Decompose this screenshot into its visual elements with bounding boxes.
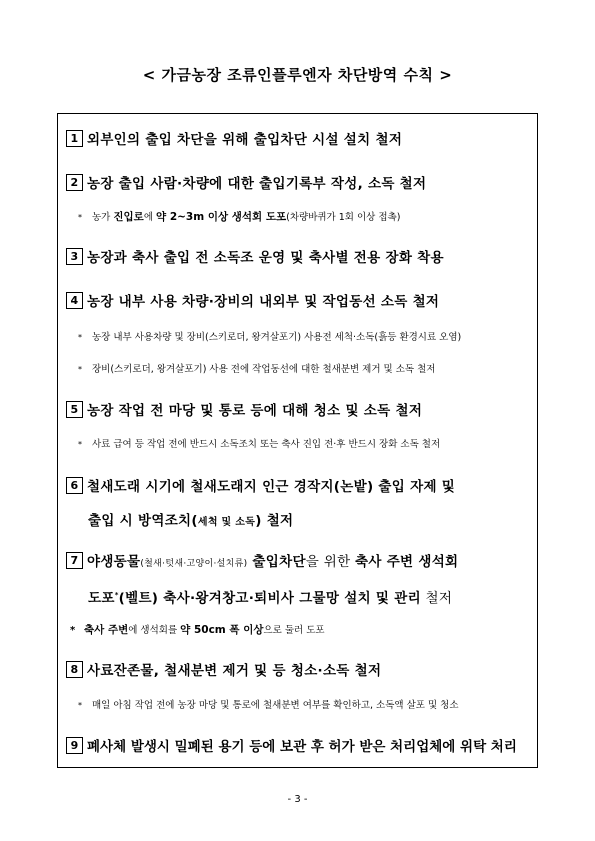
note-item-2: * 농가 진입로에 약 2~3m 이상 생석회 도포(차량바퀴가 1회 이상 접촉) [78, 211, 401, 223]
item-text: 외부인의 출입 차단을 위해 출입차단 시설 설치 철저 [87, 132, 403, 148]
item-text: 농장 출입 사람·차량에 대한 출입기록부 작성, 소독 철저 [87, 176, 427, 192]
note-item-4b: * 장비(스키로더, 왕겨살포기) 사용 전에 작업동선에 대한 철새분변 제거 및 소독 철저 [78, 364, 436, 375]
item-number: 3 [66, 248, 83, 265]
note-mark: * [78, 365, 82, 374]
item-text: 폐사체 발생시 밀폐된 용기 등에 보관 후 허가 받은 처리업체에 위탁 처리 [87, 739, 517, 755]
item-number: 2 [66, 174, 83, 191]
item-number: 1 [66, 130, 83, 147]
item-text: 농장과 축사 출입 전 소독조 운영 및 축사별 전용 장화 착용 [87, 250, 444, 266]
item-number: 8 [66, 661, 83, 678]
item-number: 9 [66, 737, 83, 754]
guidelines-box [57, 113, 538, 768]
note-mark: * [70, 625, 76, 636]
guideline-item-3 [66, 247, 531, 269]
note-item-5: * 사료 급여 등 작업 전에 반드시 소독조치 또는 축사 진입 전·후 반드시 장화 소독 철저 [78, 439, 441, 450]
page-number: - 3 - [287, 794, 308, 805]
note-mark: * [78, 213, 82, 222]
guideline-item-1 [66, 129, 531, 151]
item-number: 5 [66, 401, 83, 418]
note-mark: * [78, 701, 82, 710]
guideline-item-4 [66, 291, 531, 313]
note-item-4a: * 농장 내부 사용차량 및 장비(스키로더, 왕겨살포기) 사용전 세척·소독(흙등 환경시료 오염) [78, 332, 462, 343]
guideline-item-5 [66, 400, 531, 422]
guideline-item-6-cont: 출입 시 방역조치(세척 및 소독) 철저 [88, 513, 294, 529]
document-title: < 가금농장 조류인플루엔자 차단방역 수칙 > [142, 66, 453, 84]
note-item-8: * 매일 아침 작업 전에 농장 마당 및 통로에 철새분변 여부를 확인하고, 소독액 살포 및 청소 [78, 700, 459, 711]
item-number: 7 [66, 552, 83, 569]
note-mark: * [78, 440, 82, 449]
guideline-item-7: 7 야생동물(철새·텃새·고양이·설치류) 출입차단을 위한 축사 주변 생석회 [66, 551, 531, 575]
note-mark: * [78, 333, 82, 342]
item-text: 농장 내부 사용 차량·장비의 내외부 및 작업동선 소독 철저 [87, 294, 440, 310]
item-number: 6 [66, 477, 83, 494]
guideline-item-7-cont: 도포*(벨트) 축사·왕겨창고·퇴비사 그물망 설치 및 관리 철저 [88, 590, 453, 607]
item-text: 농장 작업 전 마당 및 통로 등에 대해 청소 및 소독 철저 [87, 403, 423, 419]
guideline-item-2 [66, 173, 531, 195]
guideline-item-9 [66, 736, 531, 758]
item-number: 4 [66, 292, 83, 309]
item-text: 사료잔존물, 철새분변 제거 및 등 청소·소독 철저 [87, 663, 382, 679]
note-item-7: * 축사 주변에 생석회를 약 50cm 폭 이상으로 둘러 도포 [70, 624, 325, 636]
guideline-item-8 [66, 660, 531, 682]
guideline-item-6: 6 철새도래 시기에 철새도래지 인근 경작지(논밭) 출입 자제 및 [66, 476, 531, 498]
